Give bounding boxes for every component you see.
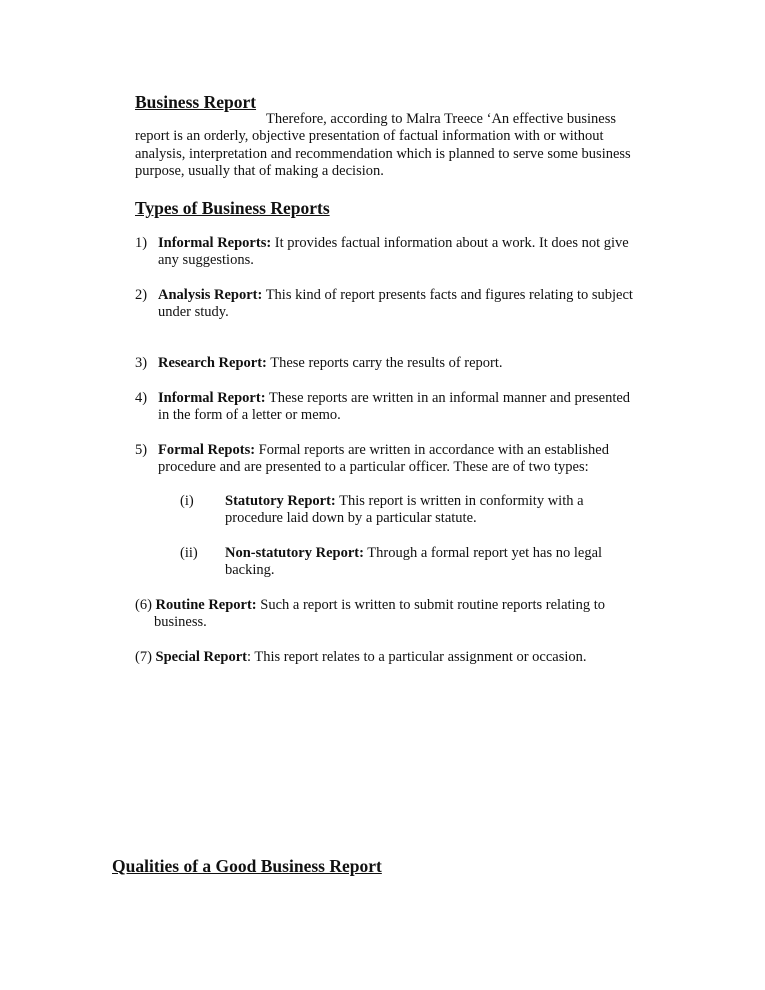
report-term: Formal Repots: — [158, 442, 256, 458]
list-item — [0, 442, 765, 482]
intro-line-1: Therefore, according to Malra Treece ‘An effective business — [266, 111, 617, 127]
list-item — [0, 287, 765, 327]
list-item — [0, 390, 765, 430]
report-description: This report is written in conformity with a — [335, 493, 584, 509]
list-number: 4) — [135, 390, 148, 406]
report-term: Informal Reports: — [158, 235, 272, 251]
report-description: These reports carry the results of report. — [266, 355, 503, 371]
report-term: Non-statutory Report: — [225, 545, 364, 561]
report-term: Research Report: — [158, 355, 267, 371]
report-term: Special Report — [155, 649, 247, 665]
report-term: Informal Report: — [158, 390, 266, 406]
sub-list-number: (i) — [180, 493, 194, 509]
business-report-heading: Business Report — [135, 92, 257, 112]
report-description-cont: procedure and are presented to a particular officer. These are of two types: — [158, 459, 589, 475]
list-number: (7) — [135, 649, 152, 665]
list-number: 1) — [135, 235, 148, 251]
list-number: (6) — [135, 597, 152, 613]
intro-line-3: analysis, interpretation and recommendation which is planned to serve some business — [135, 146, 631, 162]
list-number: 2) — [135, 287, 148, 303]
report-description-cont: in the form of a letter or memo. — [158, 407, 341, 423]
qualities-heading: Qualities of a Good Business Report — [112, 856, 382, 876]
sub-list-item — [0, 545, 765, 585]
list-number: 5) — [135, 442, 148, 458]
report-description-cont: business. — [154, 614, 207, 630]
list-item — [0, 235, 765, 275]
report-term: Analysis Report: — [158, 287, 263, 303]
report-description-cont: under study. — [158, 304, 229, 320]
report-description: It provides factual information about a work. It does not give — [271, 235, 629, 251]
sub-list-item — [0, 493, 765, 533]
report-description: This kind of report presents facts and figures relating to subject — [262, 287, 633, 303]
sub-list-number: (ii) — [180, 545, 198, 561]
report-description: : This report relates to a particular assignment or occasion. — [246, 649, 587, 665]
list-item — [135, 597, 655, 637]
intro-line-2: report is an orderly, objective presentation of factual information with or without — [135, 128, 604, 144]
report-description: Through a formal report yet has no legal — [363, 545, 603, 561]
list-item — [135, 649, 655, 669]
report-term: Statutory Report: — [225, 493, 336, 509]
types-heading: Types of Business Reports — [135, 198, 330, 218]
report-description: Formal reports are written in accordance with an established — [255, 442, 609, 458]
report-description-cont: procedure laid down by a particular statute. — [225, 510, 477, 526]
report-description-cont: any suggestions. — [158, 252, 254, 268]
report-description: These reports are written in an informal manner and presented — [265, 390, 631, 406]
report-description: Such a report is written to submit routine reports relating to — [256, 597, 605, 613]
list-item — [0, 355, 765, 375]
list-number: 3) — [135, 355, 148, 371]
report-term: Routine Report: — [155, 597, 257, 613]
intro-line-4: purpose, usually that of making a decision. — [135, 163, 384, 179]
report-description-cont: backing. — [225, 562, 275, 578]
